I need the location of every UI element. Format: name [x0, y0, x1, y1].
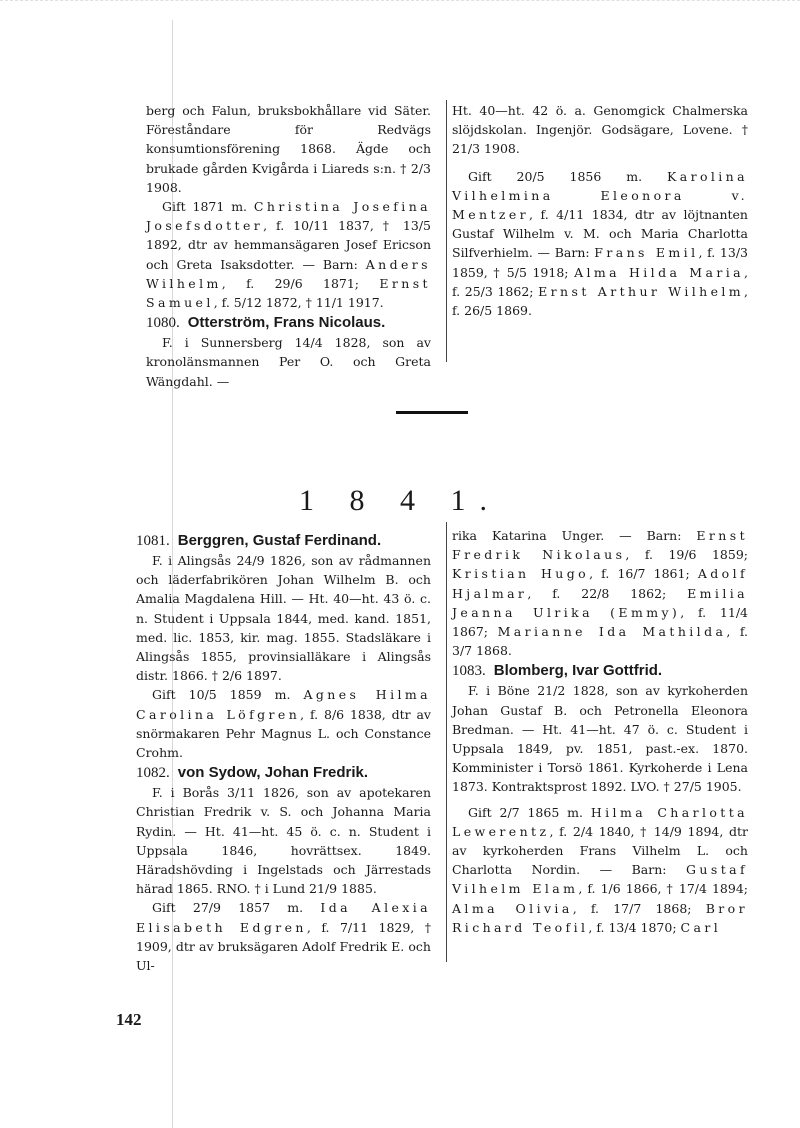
scan-top-edge — [0, 0, 800, 3]
section-rule — [396, 411, 468, 414]
entry-heading-1080: 1080. Otterström, Frans Nicolaus. — [146, 314, 386, 332]
marriage-paragraph: Gift 1871 m. Christina Josefina Josefsdotter, f. 10/11 1837, † 13/5 1892, dtr av hemmansägaren Josef Ericson och Greta Isaksdotter. — Barn: Anders Wilhelm, f. 29/6 1871; Ernst Samuel, f. 5/12 1872, † 11/1 1917. — [146, 199, 432, 311]
entry-heading-1081: 1081. Berggren, Gustaf Ferdinand. — [136, 532, 382, 549]
year-heading: 1 8 4 1. — [299, 484, 501, 517]
top-right-column — [452, 101, 748, 320]
entry-text-1083: F. i Böne 21/2 1828, son av kyrkoherden Johan Gustaf B. och Petronella Eleonora Bredman. — Ht. 41—ht. 47 ö. c. Student i Uppsala 1849, pv. 1851, past.-ex. 1870. Komminister i Torsö 1861. Kyrkoherde i Lena 1873. Kontraktsprost 1892. LVO. † 27/5 1905. — [452, 683, 748, 795]
entry-text-1080: F. i Sunnersberg 14/4 1828, son av kronolänsmannen Per O. och Greta Wängdahl. — — [146, 335, 431, 389]
continued-paragraph: rika Katarina Unger. — Barn: Ernst Fredrik Nikolaus, f. 19/6 1859; Kristian Hugo, f. 16/7 1861; Adolf Hjalmar, f. 22/8 1862; Emilia Jeanna Ulrika (Emmy), f. 11/4 1867; Marianne Ida Mathilda, f. 3/7 1868. — [452, 528, 748, 659]
entry-text-1081: F. i Alingsås 24/9 1826, son av rådmannen och läderfabrikören Johan Wilhelm B. och Amalia Magdalena Hill. — Ht. 40—ht. 43 ö. c. n. Student i Uppsala 1844, med. kand. 1851, med. lic. 1853, kir. mag. 1855. Stadsläkare i Alingsås 1855, provinsialläkare i Alingsås distr. 1866. † 2/6 1897. — [136, 553, 431, 684]
entry-heading-1082: 1082. von Sydow, Johan Fredrik. — [136, 764, 369, 782]
entry-text-1082: F. i Borås 3/11 1826, son av apotekaren Christian Fredrik v. S. och Johanna Maria Rydin. — Ht. 41—ht. 45 ö. c. n. Student i Uppsala 1846, hovrättsex. 1849. Häradshövding i Ingelstads och Järrestads härad 1865. RNO. † i Lund 21/9 1885. — [136, 785, 431, 897]
continued-paragraph: berg och Falun, bruksbokhållare vid Säter. Föreståndare för Redvägs konsumtionsförening 1868. Ägde och brukade gården Kvigårda i Liareds s:n. † 2/3 1908. — [146, 103, 431, 195]
column-divider-top — [446, 100, 447, 362]
marriage-paragraph: Gift 20/5 1856 m. Karolina Vilhelmina Eleonora v. Mentzer, f. 4/11 1834, dtr av löjtnanten Gustaf Wilhelm v. M. och Maria Charlotta Silfverhielm. — Barn: Frans Emil, f. 13/3 1859, † 5/5 1918; Alma Hilda Maria, f. 25/3 1862; Ernst Arthur Wilhelm, f. 26/5 1869. — [452, 168, 749, 319]
continued-paragraph: Ht. 40—ht. 42 ö. a. Genomgick Chalmerska slöjdskolan. Ingenjör. Godsägare, Lovene. † 21/3 1908. — [452, 103, 748, 157]
marriage-paragraph-1082: Gift 27/9 1857 m. Ida Alexia Elisabeth Edgren, f. 7/11 1829, † 1909, dtr av bruksägaren Adolf Fredrik E. och Ul- — [136, 900, 431, 974]
bottom-left-column — [136, 520, 431, 975]
top-left-column — [146, 101, 431, 391]
marriage-paragraph-1083: Gift 2/7 1865 m. Hilma Charlotta Lewerentz, f. 2/4 1840, † 14/9 1894, dtr av kyrkoherden Frans Vilhelm L. och Charlotta Nordin. — Barn: Gustaf Vilhelm Elam, f. 1/6 1866, † 17/4 1894; Alma Olivia, f. 17/7 1868; Bror Richard Teofil, f. 13/4 1870; Carl — [452, 804, 748, 935]
page-number: 142 — [116, 1010, 142, 1029]
entry-heading-1083: 1083. Blomberg, Ivar Gottfrid. — [452, 662, 663, 680]
column-divider-bottom — [446, 522, 447, 962]
marriage-paragraph-1081: Gift 10/5 1859 m. Agnes Hilma Carolina Löfgren, f. 8/6 1838, dtr av snörmakaren Pehr Magnus L. och Constance Crohm. — [136, 687, 431, 761]
bottom-right-column — [452, 526, 748, 937]
